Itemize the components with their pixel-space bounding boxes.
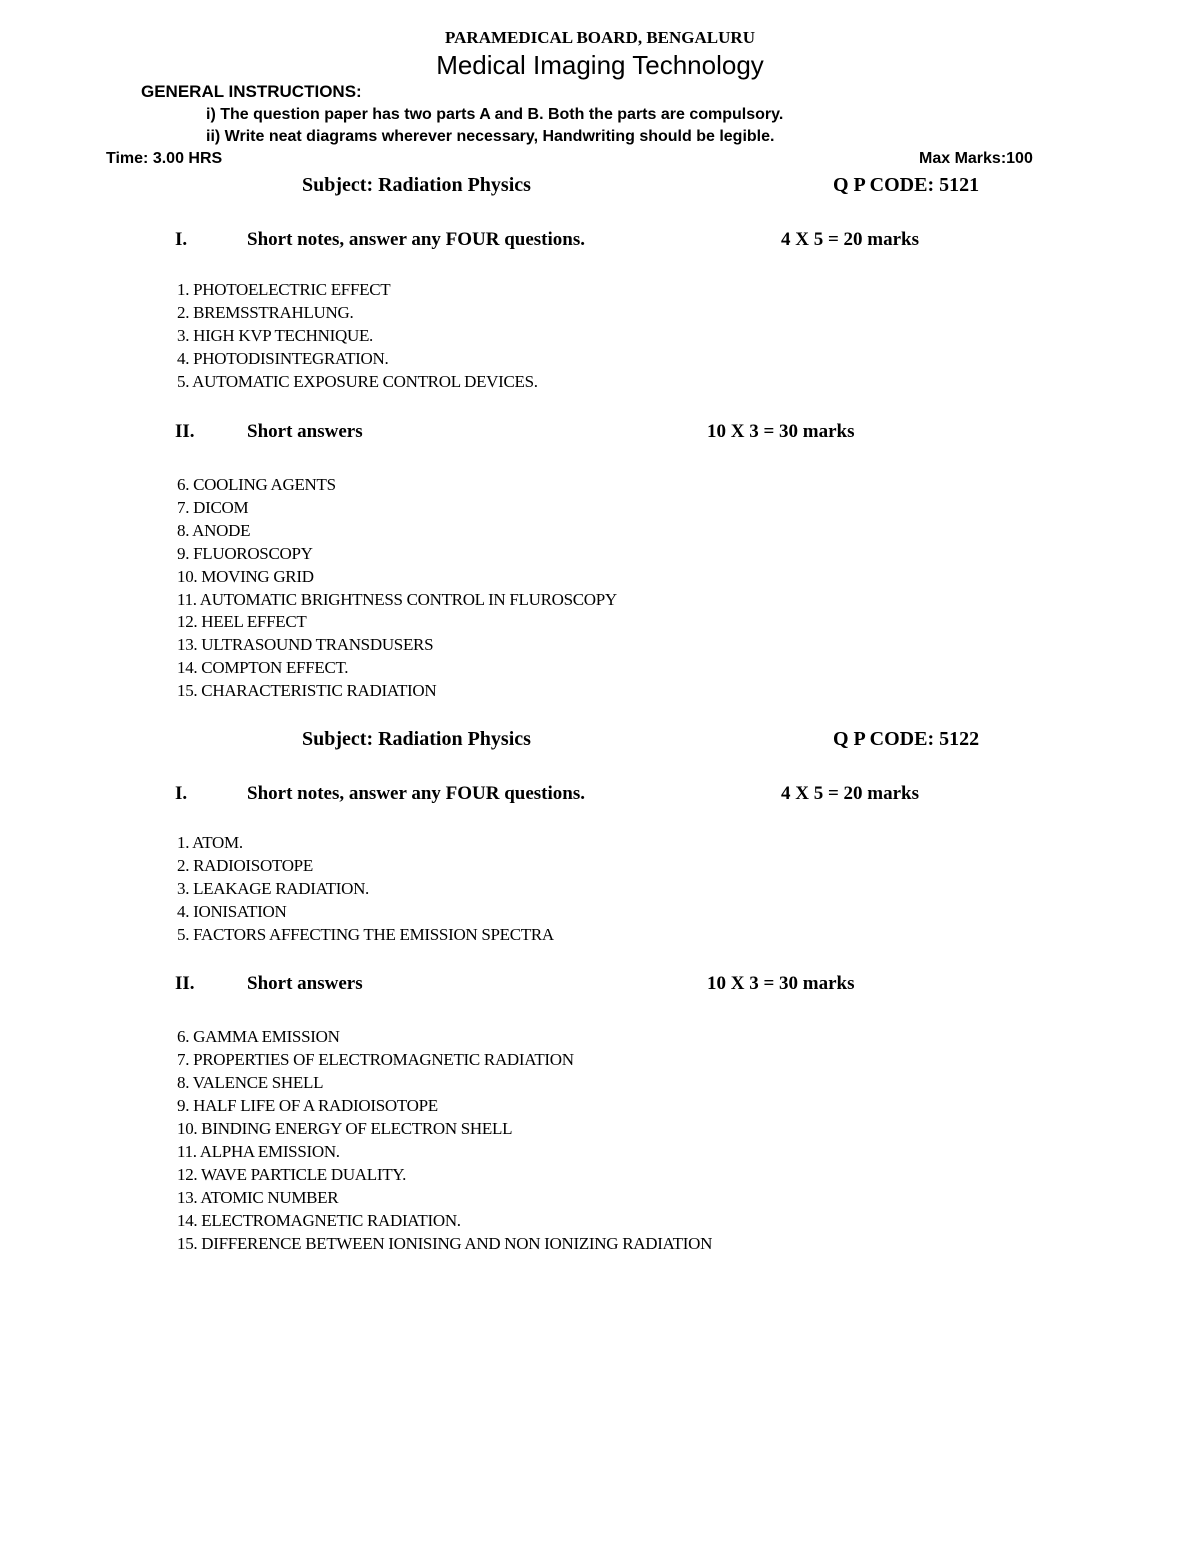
question-item: 13. ATOMIC NUMBER — [177, 1188, 339, 1207]
question-item: 6. COOLING AGENTS — [177, 475, 336, 494]
question-item: 3. HIGH KVP TECHNIQUE. — [177, 326, 373, 345]
question-item: 7. DICOM — [177, 498, 249, 517]
question-item: 4. IONISATION — [177, 902, 287, 921]
section-title: Short notes, answer any FOUR questions. — [247, 229, 585, 250]
subject-title: Subject: Radiation Physics — [302, 174, 531, 196]
section-marks: 10 X 3 = 30 marks — [707, 973, 855, 994]
question-item: 7. PROPERTIES OF ELECTROMAGNETIC RADIATION — [177, 1050, 574, 1069]
qp-code: Q P CODE: 5121 — [833, 174, 980, 196]
section-marks: 10 X 3 = 30 marks — [707, 421, 855, 442]
question-item: 15. CHARACTERISTIC RADIATION — [177, 681, 437, 700]
section-title: Short answers — [247, 421, 363, 442]
question-item: 3. LEAKAGE RADIATION. — [177, 879, 370, 898]
section-marks: 4 X 5 = 20 marks — [781, 783, 920, 804]
section-number: II. — [175, 973, 195, 994]
board-title: PARAMEDICAL BOARD, BENGALURU — [445, 28, 755, 47]
question-item: 11. ALPHA EMISSION. — [177, 1142, 340, 1161]
question-item: 9. HALF LIFE OF A RADIOISOTOPE — [177, 1096, 438, 1115]
exam-time: Time: 3.00 HRS — [106, 150, 223, 167]
question-item: 12. WAVE PARTICLE DUALITY. — [177, 1165, 407, 1184]
program-title: Medical Imaging Technology — [436, 50, 764, 80]
section-marks: 4 X 5 = 20 marks — [781, 229, 920, 250]
instruction-item: ii) Write neat diagrams wherever necessary, Handwriting should be legible. — [206, 128, 775, 145]
question-item: 5. AUTOMATIC EXPOSURE CONTROL DEVICES. — [177, 372, 538, 391]
section-number: II. — [175, 421, 195, 442]
question-item: 2. RADIOISOTOPE — [177, 856, 313, 875]
max-marks: Max Marks:100 — [919, 150, 1033, 167]
question-item: 8. VALENCE SHELL — [177, 1073, 324, 1092]
question-item: 15. DIFFERENCE BETWEEN IONISING AND NON IONIZING RADIATION — [177, 1234, 713, 1253]
question-item: 5. FACTORS AFFECTING THE EMISSION SPECTRA — [177, 925, 554, 944]
question-item: 13. ULTRASOUND TRANSDUSERS — [177, 635, 434, 654]
instructions-heading: GENERAL INSTRUCTIONS: — [141, 82, 362, 101]
section-number: I. — [175, 783, 188, 804]
section-title: Short notes, answer any FOUR questions. — [247, 783, 585, 804]
question-item: 10. MOVING GRID — [177, 567, 314, 586]
question-item: 8. ANODE — [177, 521, 251, 540]
question-item: 12. HEEL EFFECT — [177, 612, 307, 631]
question-item: 4. PHOTODISINTEGRATION. — [177, 349, 389, 368]
question-item: 11. AUTOMATIC BRIGHTNESS CONTROL IN FLUROSCOPY — [177, 590, 617, 609]
question-item: 10. BINDING ENERGY OF ELECTRON SHELL — [177, 1119, 513, 1138]
section-title: Short answers — [247, 973, 363, 994]
question-item: 1. PHOTOELECTRIC EFFECT — [177, 280, 391, 299]
qp-code: Q P CODE: 5122 — [833, 728, 980, 750]
instruction-item: i) The question paper has two parts A and B. Both the parts are compulsory. — [206, 106, 784, 123]
question-item: 14. COMPTON EFFECT. — [177, 658, 349, 677]
section-number: I. — [175, 229, 188, 250]
question-item: 14. ELECTROMAGNETIC RADIATION. — [177, 1211, 461, 1230]
question-item: 2. BREMSSTRAHLUNG. — [177, 303, 354, 322]
question-item: 6. GAMMA EMISSION — [177, 1027, 340, 1046]
subject-title: Subject: Radiation Physics — [302, 728, 531, 750]
question-item: 9. FLUOROSCOPY — [177, 544, 313, 563]
question-item: 1. ATOM. — [177, 833, 243, 852]
